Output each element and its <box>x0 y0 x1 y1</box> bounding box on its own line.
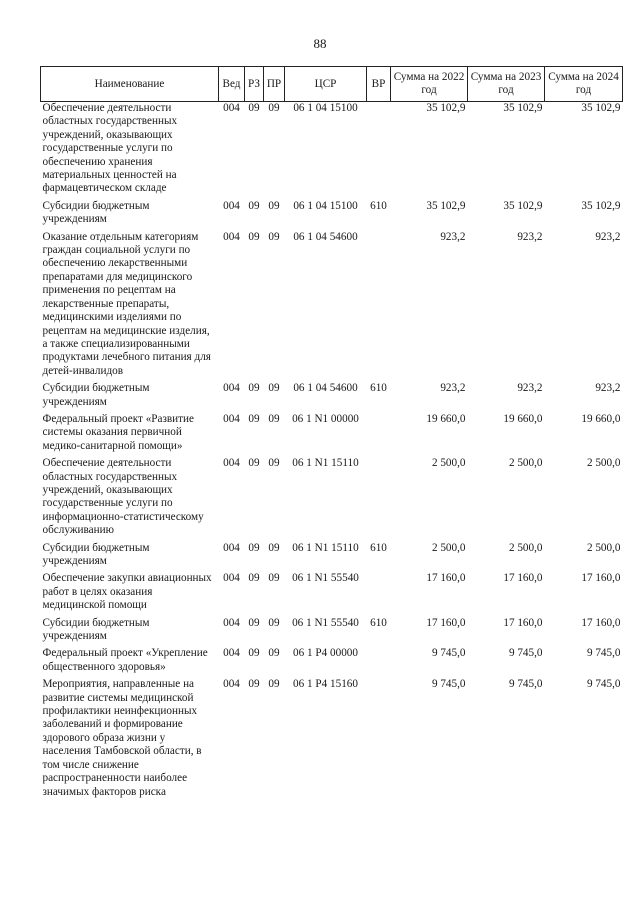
cell-vr <box>367 231 391 382</box>
table-row <box>41 457 623 541</box>
cell-ved: 004 <box>223 572 240 585</box>
cell-name: Мероприятия, направленные на развитие системы медицинской профилактики неинфекционных заболеваний и формирование здорового образа жизни у населения Тамбовской области, в том числе снижение распространенности наиболее значимых факторов риска <box>42 678 202 798</box>
cell-sum-2024: 2 500,0 <box>586 457 621 470</box>
cell-ved: 004 <box>223 541 240 554</box>
cell-rz: 09 <box>248 382 260 395</box>
cell-rz: 09 <box>248 199 260 212</box>
cell-pr: 09 <box>268 382 280 395</box>
cell-csr: 06 1 04 54600 <box>293 382 358 395</box>
table-row <box>41 572 623 616</box>
cell-csr: 06 1 P4 00000 <box>293 647 358 660</box>
cell-sum-2023: 9 745,0 <box>508 678 543 691</box>
table-header <box>41 67 623 102</box>
cell-sum-2024: 923,2 <box>595 382 621 395</box>
cell-sum-2024: 9 745,0 <box>586 678 621 691</box>
cell-sum-2023: 35 102,9 <box>503 199 543 212</box>
header-rz: РЗ <box>245 67 264 102</box>
header-sum-2024: Сумма на 2024 год <box>545 67 623 102</box>
cell-vr: 610 <box>370 541 387 554</box>
header-sum-2022: Сумма на 2022 год <box>391 67 468 102</box>
header-vr: ВР <box>367 67 391 102</box>
cell-sum-2024: 2 500,0 <box>586 541 621 554</box>
cell-sum-2024: 35 102,9 <box>581 199 621 212</box>
cell-rz: 09 <box>248 616 260 629</box>
cell-sum-2024: 17 160,0 <box>581 572 621 585</box>
cell-name: Обеспечение деятельности областных государственных учреждений, оказывающих государственные услуги по обеспечению хранения материальных ценностей на фармацевтическом складе <box>42 102 178 195</box>
cell-csr: 06 1 N1 55540 <box>292 616 359 629</box>
cell-vr <box>367 102 391 200</box>
cell-csr: 06 1 04 15100 <box>293 102 358 114</box>
cell-ved: 004 <box>223 382 240 395</box>
cell-name: Обеспечение деятельности областных государственных учреждений, оказывающих государственные услуги по информационно-статистическому обслуживанию <box>42 457 204 537</box>
cell-vr <box>367 572 391 616</box>
cell-vr <box>367 457 391 541</box>
header-ved: Вед <box>219 67 245 102</box>
cell-sum-2023: 2 500,0 <box>508 541 543 554</box>
cell-sum-2023: 17 160,0 <box>503 616 543 629</box>
cell-sum-2022: 923,2 <box>440 382 466 395</box>
cell-ved: 004 <box>223 616 240 629</box>
cell-sum-2022: 2 500,0 <box>431 541 466 554</box>
cell-rz: 09 <box>248 102 260 114</box>
cell-sum-2022: 17 160,0 <box>426 572 466 585</box>
cell-sum-2022: 17 160,0 <box>426 616 466 629</box>
cell-sum-2022: 35 102,9 <box>426 102 466 114</box>
cell-sum-2024: 17 160,0 <box>581 616 621 629</box>
cell-name: Обеспечение закупки авиационных работ в целях оказания медицинской помощи <box>42 572 212 612</box>
table-row <box>41 382 623 413</box>
cell-sum-2024: 35 102,9 <box>581 102 621 114</box>
header-sum-2023: Сумма на 2023 год <box>468 67 545 102</box>
cell-sum-2023: 9 745,0 <box>508 647 543 660</box>
cell-sum-2023: 17 160,0 <box>503 572 543 585</box>
table-body <box>41 102 623 803</box>
cell-rz: 09 <box>248 572 260 585</box>
cell-sum-2023: 923,2 <box>517 230 543 243</box>
page-number: 88 <box>313 36 327 51</box>
cell-sum-2022: 19 660,0 <box>426 412 466 425</box>
table-row <box>41 617 623 648</box>
cell-csr: 06 1 N1 00000 <box>292 412 359 425</box>
cell-pr: 09 <box>268 457 280 470</box>
cell-name: Субсидии бюджетным учреждениям <box>42 541 150 567</box>
cell-name: Федеральный проект «Развитие системы оказания первичной медико-санитарной помощи» <box>42 412 195 452</box>
cell-sum-2022: 923,2 <box>440 230 466 243</box>
cell-ved: 004 <box>223 199 240 212</box>
cell-name: Федеральный проект «Укрепление общественного здоровья» <box>42 647 208 673</box>
cell-pr: 09 <box>268 678 280 691</box>
cell-pr: 09 <box>268 230 280 243</box>
cell-sum-2024: 9 745,0 <box>586 647 621 660</box>
cell-ved: 004 <box>223 678 240 691</box>
header-name: Наименование <box>41 67 219 102</box>
cell-ved: 004 <box>223 230 240 243</box>
cell-name: Субсидии бюджетным учреждениям <box>42 616 150 643</box>
cell-csr: 06 1 04 15100 <box>293 199 358 212</box>
cell-vr <box>367 647 391 678</box>
cell-sum-2022: 9 745,0 <box>431 647 466 660</box>
header-csr: ЦСР <box>285 67 367 102</box>
cell-sum-2023: 923,2 <box>517 382 543 395</box>
cell-csr: 06 1 N1 15110 <box>292 541 359 554</box>
cell-rz: 09 <box>248 678 260 691</box>
table-row <box>41 231 623 382</box>
cell-csr: 06 1 P4 15160 <box>293 678 358 691</box>
cell-name: Оказание отдельным категориям граждан социальной услуги по обеспечению лекарственными препаратами для медицинского применения по рецептам на лекарственные препараты, медицинскими изделиями по рецептам на медицинские изделия, а также специализированными продуктами лечебного питания для детей-инвалидов <box>42 230 211 377</box>
cell-rz: 09 <box>248 412 260 425</box>
cell-sum-2022: 2 500,0 <box>431 457 466 470</box>
cell-rz: 09 <box>248 541 260 554</box>
cell-sum-2022: 35 102,9 <box>426 199 466 212</box>
cell-pr: 09 <box>268 199 280 212</box>
cell-name: Субсидии бюджетным учреждениям <box>42 382 150 408</box>
cell-vr <box>367 413 391 457</box>
cell-name: Субсидии бюджетным учреждениям <box>42 199 150 226</box>
cell-sum-2023: 19 660,0 <box>503 412 543 425</box>
cell-vr: 610 <box>370 382 387 395</box>
table-row <box>41 102 623 200</box>
cell-pr: 09 <box>268 647 280 660</box>
cell-pr: 09 <box>268 102 280 114</box>
cell-vr: 610 <box>370 616 387 629</box>
table-row <box>41 542 623 573</box>
cell-ved: 004 <box>223 457 240 470</box>
header-pr: ПР <box>264 67 285 102</box>
cell-sum-2023: 35 102,9 <box>503 102 543 114</box>
table-row <box>41 200 623 231</box>
table-row <box>41 647 623 678</box>
cell-pr: 09 <box>268 412 280 425</box>
cell-ved: 004 <box>223 647 240 660</box>
cell-pr: 09 <box>268 541 280 554</box>
cell-vr <box>367 678 391 803</box>
cell-pr: 09 <box>268 616 280 629</box>
cell-csr: 06 1 N1 15110 <box>292 457 359 470</box>
table-row <box>41 413 623 457</box>
cell-sum-2024: 923,2 <box>595 230 621 243</box>
cell-sum-2022: 9 745,0 <box>431 678 466 691</box>
cell-sum-2024: 19 660,0 <box>581 412 621 425</box>
cell-ved: 004 <box>223 102 240 114</box>
cell-pr: 09 <box>268 572 280 585</box>
cell-rz: 09 <box>248 230 260 243</box>
table-row <box>41 678 623 803</box>
cell-sum-2023: 2 500,0 <box>508 457 543 470</box>
cell-rz: 09 <box>248 647 260 660</box>
cell-rz: 09 <box>248 457 260 470</box>
cell-csr: 06 1 04 54600 <box>293 230 358 243</box>
cell-ved: 004 <box>223 412 240 425</box>
budget-table <box>40 66 623 803</box>
cell-vr: 610 <box>370 199 387 212</box>
cell-csr: 06 1 N1 55540 <box>292 572 359 585</box>
